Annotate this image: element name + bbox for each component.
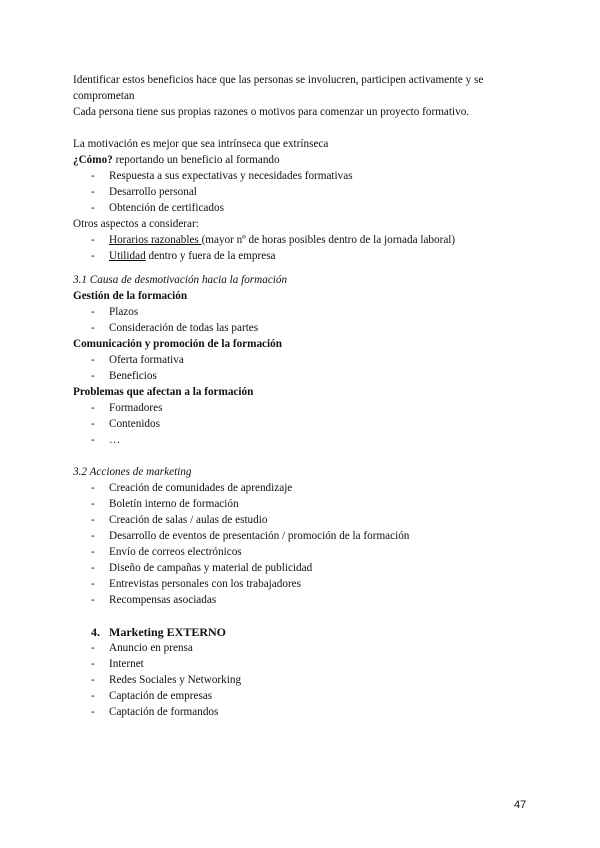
list-item: - Anuncio en prensa: [73, 640, 543, 656]
list-item: - Diseño de campañas y material de publicidad: [73, 560, 543, 576]
list-item: - Respuesta a sus expectativas y necesidades formativas: [73, 168, 543, 184]
group-list: [73, 400, 543, 448]
section-3-1-title: 3.1 Causa de desmotivación hacia la formación: [73, 274, 288, 286]
group-list: [73, 352, 543, 384]
section-4-heading: [73, 624, 543, 640]
list-item: - Envío de correos electrónicos: [73, 544, 543, 560]
motivation-line: La motivación es mejor que sea intrínseca que extrínseca: [73, 138, 329, 150]
como-line: [73, 152, 543, 168]
underlined-term: Utilidad: [109, 250, 146, 262]
list-item: - Captación de formandos: [73, 704, 543, 720]
section-4-title: Marketing EXTERNO: [109, 625, 226, 639]
section-4-number: 4.: [91, 625, 100, 639]
intro-paragraph-1: Identificar estos beneficios hace que las personas se involucren, participen activamente y se comprometan: [73, 74, 484, 102]
list-item: - Contenidos: [73, 416, 543, 432]
group-list: [73, 304, 543, 336]
list-item: - Consideración de todas las partes: [73, 320, 543, 336]
document-page: [73, 72, 543, 720]
group-heading: Comunicación y promoción de la formación: [73, 338, 282, 350]
list-item: [73, 248, 543, 264]
list-item: - Desarrollo de eventos de presentación / promoción de la formación: [73, 528, 543, 544]
section-3-2-title: 3.2 Acciones de marketing: [73, 466, 192, 478]
list-item: - Desarrollo personal: [73, 184, 543, 200]
list-item: - Beneficios: [73, 368, 543, 384]
intro-paragraph-2: Cada persona tiene sus propias razones o motivos para comenzar un proyecto formativo.: [73, 106, 470, 118]
external-marketing-list: [73, 640, 543, 720]
list-item: - …: [73, 432, 543, 448]
list-item: - Plazos: [73, 304, 543, 320]
list-item: - Oferta formativa: [73, 352, 543, 368]
list-item: - Creación de salas / aulas de estudio: [73, 512, 543, 528]
list-item: - Internet: [73, 656, 543, 672]
como-text: reportando un beneficio al formando: [112, 154, 280, 166]
como-label: ¿Cómo?: [73, 154, 113, 166]
term-detail: (mayor nº de horas posibles dentro de la jornada laboral): [201, 234, 456, 246]
list-item: - Obtención de certificados: [73, 200, 543, 216]
list-item: - Formadores: [73, 400, 543, 416]
motivation-list: [73, 168, 543, 216]
marketing-actions-list: [73, 480, 543, 608]
group-heading: Gestión de la formación: [73, 290, 188, 302]
list-item: - Entrevistas personales con los trabajadores: [73, 576, 543, 592]
list-item: - Creación de comunidades de aprendizaje: [73, 480, 543, 496]
list-item: [73, 232, 543, 248]
term-detail: dentro y fuera de la empresa: [145, 250, 276, 262]
list-item: - Captación de empresas: [73, 688, 543, 704]
page-number: 47: [514, 799, 527, 811]
otros-aspectos-line: Otros aspectos a considerar:: [73, 218, 199, 230]
list-item: - Recompensas asociadas: [73, 592, 543, 608]
group-heading: Problemas que afectan a la formación: [73, 386, 254, 398]
list-item: - Boletín interno de formación: [73, 496, 543, 512]
underlined-term: Horarios razonables: [109, 234, 202, 246]
list-item: - Redes Sociales y Networking: [73, 672, 543, 688]
aspects-list: [73, 232, 543, 264]
